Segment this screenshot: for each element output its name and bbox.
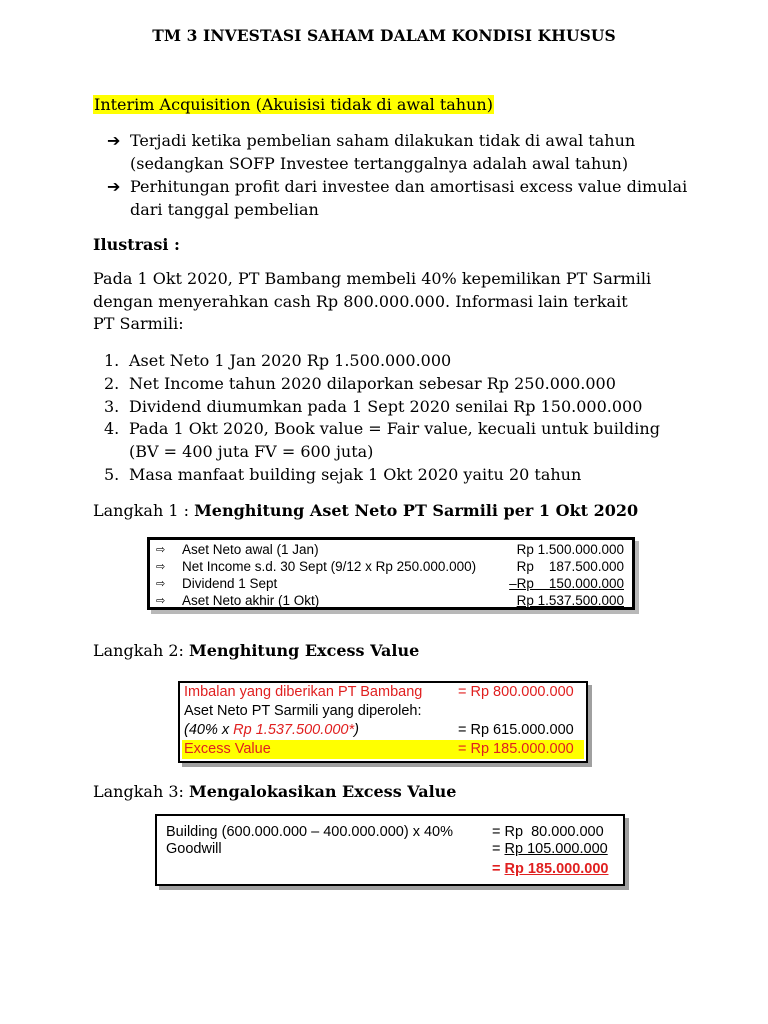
step-prefix: Langkah 3: <box>93 782 189 801</box>
facts-list <box>93 350 683 487</box>
equals-prefix: = Rp <box>492 824 532 840</box>
list-number: 2. <box>104 373 120 393</box>
list-item <box>93 464 683 487</box>
intro-paragraph: Pada 1 Okt 2020, PT Bambang membeli 40% kepemilikan PT Sarmili dengan menyerahkan cash Rp 800.000.000. Informasi lain terkait PT Sarmili: <box>93 269 652 333</box>
list-item <box>93 396 683 419</box>
row-label: Building (600.000.000 – 400.000.000) x 40% <box>166 824 453 840</box>
bullet-text-cont: dari tanggal pembelian <box>130 199 319 219</box>
step-title: Menghitung Aset Neto PT Sarmili per 1 Okt 2020 <box>194 501 639 520</box>
total-amount: Rp 185.000.000 <box>504 861 609 877</box>
list-text: Aset Neto 1 Jan 2020 Rp 1.500.000.000 <box>129 351 452 370</box>
row-label: Aset Neto PT Sarmili yang diperoleh: <box>184 703 422 719</box>
formula-prefix: (40% x <box>184 722 234 738</box>
table-row <box>180 683 586 702</box>
row-value: Rp 1.537.500.000 <box>516 593 624 608</box>
table-row <box>180 702 586 721</box>
row-label: Excess Value <box>184 741 271 757</box>
hollow-arrow-right-icon: ⇨ <box>156 560 166 573</box>
row-label: Aset Neto akhir (1 Okt) <box>182 593 320 608</box>
table-row <box>180 721 586 740</box>
net-assets-calculation-table <box>147 537 635 610</box>
formula-suffix: ) <box>354 722 359 738</box>
list-number: 1. <box>104 351 120 370</box>
ilustrasi-label: Ilustrasi : <box>93 235 180 254</box>
step-title: Menghitung Excess Value <box>189 641 420 660</box>
row-value: –Rp 150.000.000 <box>509 576 624 591</box>
allocation-table <box>155 814 625 886</box>
bullet-text-cont: (sedangkan SOFP Investee tertanggalnya adalah awal tahun) <box>130 153 629 173</box>
amount: Rp 105.000.000 <box>504 841 608 857</box>
list-number: 5. <box>104 464 120 484</box>
table-row <box>150 558 632 575</box>
bullet-text: Terjadi ketika pembelian saham dilakukan tidak di awal tahun <box>130 131 636 150</box>
row-label <box>184 721 359 740</box>
equals-prefix: = <box>492 841 505 857</box>
bullet-item <box>107 176 687 221</box>
step-2-heading <box>93 641 419 660</box>
row-value: = Rp 185.000.000 <box>458 741 574 757</box>
interim-acquisition-heading: Interim Acquisition (Akuisisi tidak di awal tahun) <box>94 95 493 114</box>
row-label: Goodwill <box>166 841 222 857</box>
arrow-right-icon: ➔ <box>107 131 121 150</box>
step-3-heading <box>93 782 456 801</box>
hollow-arrow-right-icon: ⇨ <box>156 543 166 556</box>
table-row-highlighted <box>182 740 584 759</box>
list-item <box>93 418 683 464</box>
formula-ref-value: Rp 1.537.500.000* <box>233 722 355 738</box>
list-text: Pada 1 Okt 2020, Book value = Fair value, kecuali untuk building (BV = 400 juta FV = 600 juta) <box>129 419 660 462</box>
hollow-arrow-right-icon: ⇨ <box>156 594 166 607</box>
row-value: = Rp 615.000.000 <box>458 722 574 738</box>
bullet-text: Perhitungan profit dari investee dan amortisasi excess value dimulai <box>130 177 688 196</box>
arrow-right-icon: ➔ <box>107 177 121 196</box>
hollow-arrow-right-icon: ⇨ <box>156 577 166 590</box>
list-item <box>93 373 683 396</box>
table-row <box>150 575 632 592</box>
list-number: 4. <box>104 419 120 439</box>
step-prefix: Langkah 2: <box>93 641 189 660</box>
step-prefix: Langkah 1 : <box>93 501 195 520</box>
row-value: = Rp 800.000.000 <box>458 684 574 700</box>
row-label: Imbalan yang diberikan PT Bambang <box>184 684 423 700</box>
list-text: Masa manfaat building sejak 1 Okt 2020 yaitu 20 tahun <box>129 464 582 484</box>
table-row-total <box>157 859 623 879</box>
step-title: Mengalokasikan Excess Value <box>189 782 457 801</box>
row-value: Rp 1.500.000.000 <box>516 542 624 557</box>
row-label: Aset Neto awal (1 Jan) <box>182 542 319 557</box>
equals-prefix: = <box>492 861 505 877</box>
document-title: TM 3 INVESTASI SAHAM DALAM KONDISI KHUSUS <box>152 26 616 45</box>
row-value <box>492 839 608 859</box>
row-value: Rp 187.500.000 <box>516 559 624 574</box>
list-text: Dividend diumumkan pada 1 Sept 2020 senilai Rp 150.000.000 <box>129 396 643 416</box>
step-1-heading <box>93 501 638 520</box>
table-row <box>157 839 623 859</box>
row-value <box>492 859 609 879</box>
amount: 80.000.000 <box>531 824 604 840</box>
row-label: Dividend 1 Sept <box>182 576 278 591</box>
table-row <box>150 592 632 609</box>
list-item <box>93 350 683 373</box>
bullet-item <box>107 130 635 175</box>
excess-value-table <box>178 681 588 763</box>
list-number: 3. <box>104 396 120 416</box>
row-label: Net Income s.d. 30 Sept (9/12 x Rp 250.000.000) <box>182 559 477 574</box>
list-text: Net Income tahun 2020 dilaporkan sebesar Rp 250.000.000 <box>129 373 616 393</box>
table-row <box>150 541 632 558</box>
